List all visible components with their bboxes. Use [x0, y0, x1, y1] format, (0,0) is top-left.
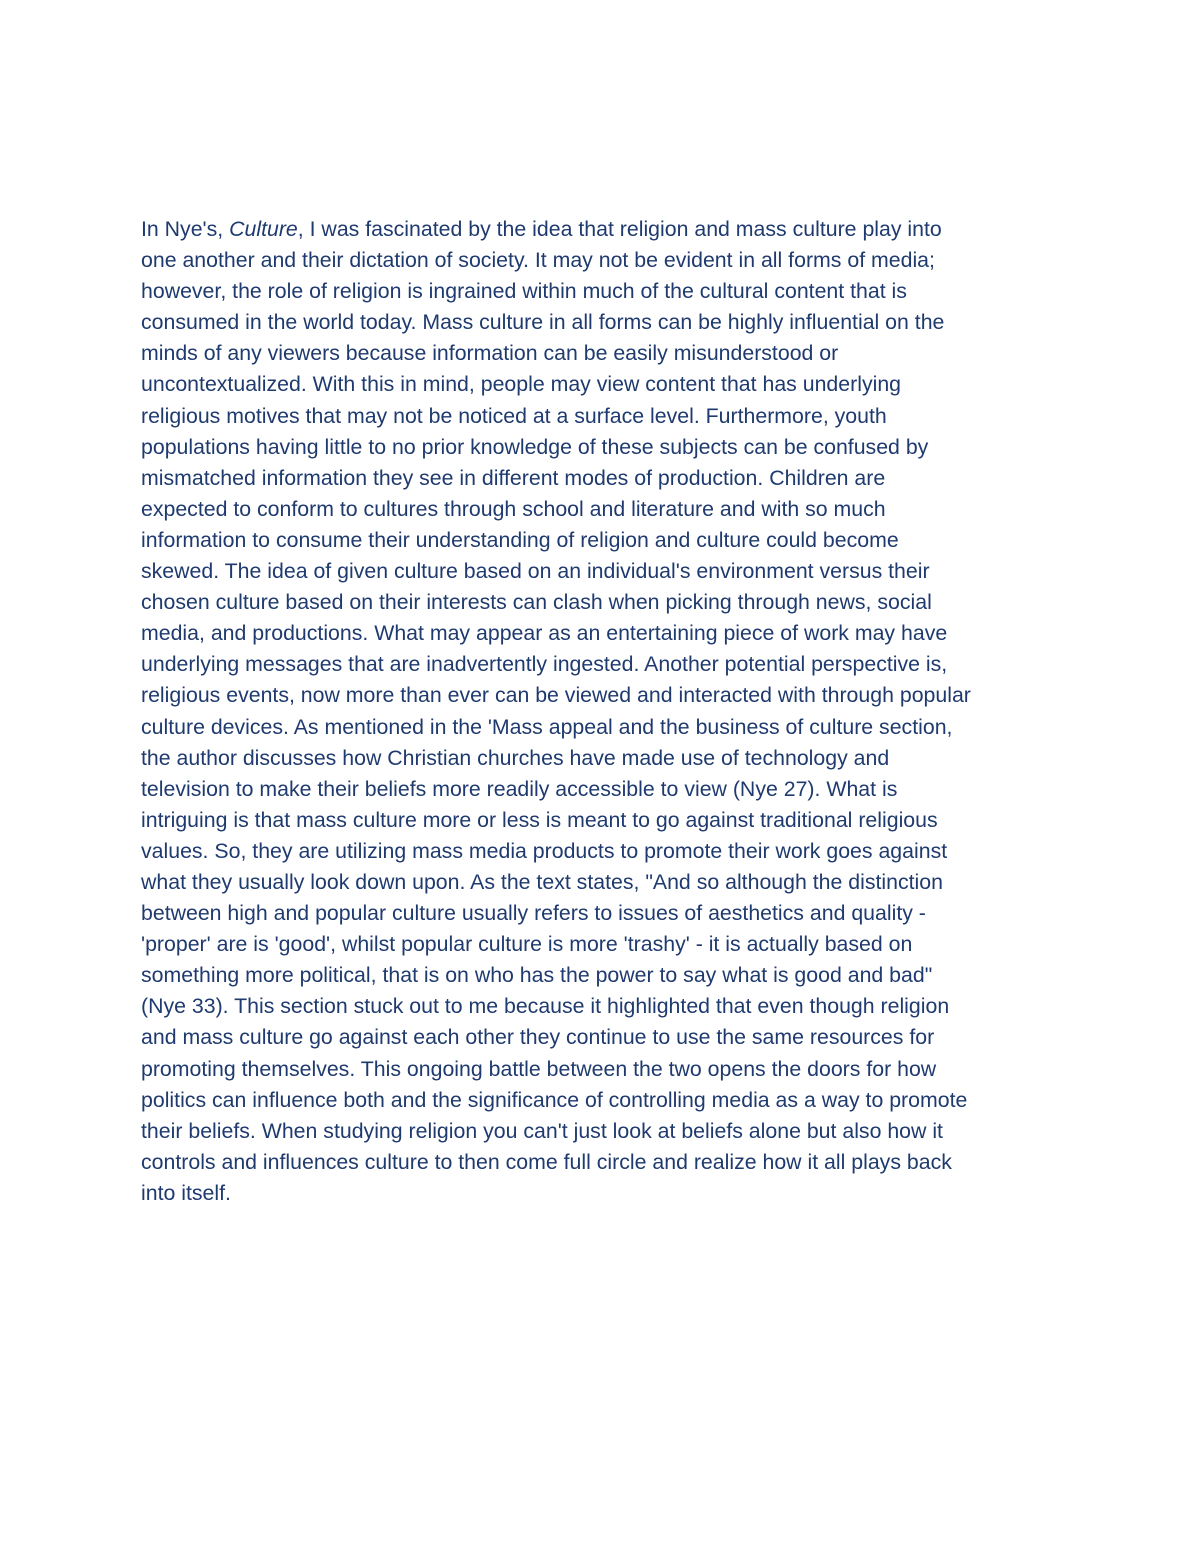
paragraph-line: underlying messages that are inadvertently ingested. Another potential perspective is,	[141, 652, 948, 677]
paragraph-line: and mass culture go against each other they continue to use the same resources for	[141, 1025, 935, 1050]
paragraph-line: chosen culture based on their interests can clash when picking through news, social	[141, 590, 932, 615]
paragraph-line: into itself.	[141, 1180, 231, 1205]
body-paragraph	[141, 214, 1081, 1209]
book-title: Culture	[229, 217, 298, 241]
paragraph-line: something more political, that is on who has the power to say what is good and bad"	[141, 963, 933, 988]
line-1-rest: , I was fascinated by the idea that religion and mass culture play into	[297, 217, 942, 241]
paragraph-line: expected to conform to cultures through school and literature and with so much	[141, 496, 886, 521]
paragraph-line: between high and popular culture usually refers to issues of aesthetics and quality -	[141, 901, 926, 926]
paragraph-line: however, the role of religion is ingrained within much of the cultural content that is	[141, 279, 907, 304]
paragraph-line: skewed. The idea of given culture based on an individual's environment versus their	[141, 559, 930, 584]
paragraph-line-1	[141, 214, 1081, 245]
paragraph-line: politics can influence both and the significance of controlling media as a way to promote	[141, 1087, 968, 1112]
paragraph-line: populations having little to no prior knowledge of these subjects can be confused by	[141, 434, 929, 459]
paragraph-line: uncontextualized. With this in mind, people may view content that has underlying	[141, 372, 902, 397]
paragraph-line: values. So, they are utilizing mass media products to promote their work goes against	[141, 838, 948, 863]
paragraph-line: religious events, now more than ever can be viewed and interacted with through popular	[141, 683, 971, 708]
paragraph-line: consumed in the world today. Mass culture in all forms can be highly influential on the	[141, 310, 945, 335]
line-1-lead: In Nye's,	[141, 217, 230, 241]
paragraph-line: media, and productions. What may appear as an entertaining piece of work may have	[141, 621, 948, 646]
paragraph-line: 'proper' are is 'good', whilst popular culture is more 'trashy' - it is actually based on	[141, 932, 913, 957]
paragraph-line: information to consume their understanding of religion and culture could become	[141, 527, 899, 552]
paragraph-line: the author discusses how Christian churches have made use of technology and	[141, 745, 890, 770]
paragraph-line: (Nye 33). This section stuck out to me because it highlighted that even though religion	[141, 994, 950, 1019]
paragraph-line: controls and influences culture to then come full circle and realize how it all plays back	[141, 1149, 952, 1174]
paragraph-line: religious motives that may not be noticed at a surface level. Furthermore, youth	[141, 403, 887, 428]
paragraph-line: television to make their beliefs more readily accessible to view (Nye 27). What is	[141, 776, 898, 801]
paragraph-line: their beliefs. When studying religion you can't just look at beliefs alone but also how it	[141, 1118, 943, 1143]
paragraph-line: intriguing is that mass culture more or less is meant to go against traditional religious	[141, 807, 938, 832]
paragraph-line: minds of any viewers because information can be easily misunderstood or	[141, 341, 839, 366]
paragraph-line: culture devices. As mentioned in the 'Mass appeal and the business of culture section,	[141, 714, 953, 739]
paragraph-line: mismatched information they see in different modes of production. Children are	[141, 465, 886, 490]
paragraph-line: promoting themselves. This ongoing battle between the two opens the doors for how	[141, 1056, 937, 1081]
paragraph-line: what they usually look down upon. As the text states, "And so although the distinction	[141, 869, 943, 894]
paragraph-line: one another and their dictation of society. It may not be evident in all forms of media;	[141, 248, 935, 273]
